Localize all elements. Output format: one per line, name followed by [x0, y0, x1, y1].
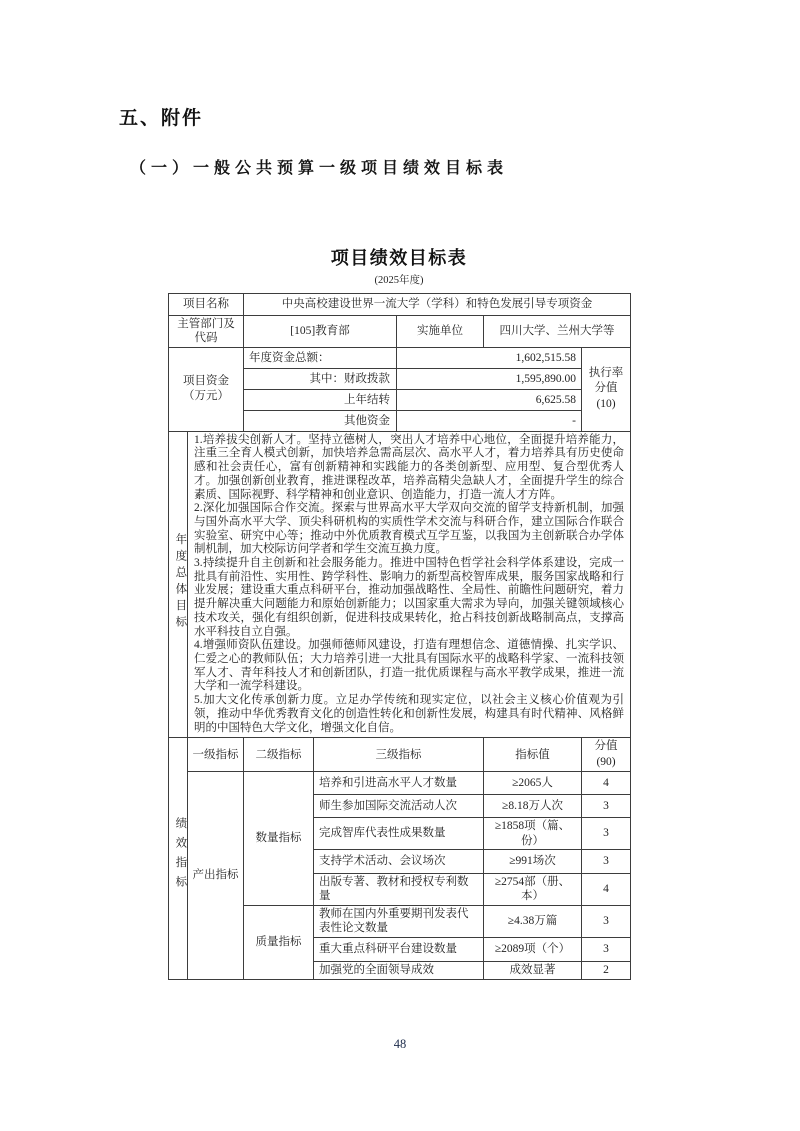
subsection-heading: （一）一般公共预算一级项目绩效目标表: [130, 160, 509, 177]
header-score: [582, 738, 631, 772]
indicator-value: ≥1858项（篇、份）: [484, 818, 582, 850]
section-heading: 五、附件: [119, 108, 204, 129]
impl-unit-label: 实施单位: [397, 316, 484, 348]
annual-goal-text: [188, 431, 631, 737]
indicator-score: 3: [582, 850, 631, 874]
goal-paragraph: 4.增强师资队伍建设。加强师德师风建设，打造有理想信念、道德情操、扎实学识、仁爱之心的教师队伍；大力培养引进一大批具有国际水平的战略科学家、一流科技领军人才、青年科技人才和创新团队，打造一批优质课程与高水平教学成果，推进一流大学和一流学科建设。: [194, 639, 625, 693]
indicator-score: 3: [582, 795, 631, 818]
funding-appropriation-label: 其中：财政拨款: [244, 368, 397, 389]
indicator-name: 加强党的全面领导成效: [314, 961, 484, 979]
indicator-score: 3: [582, 818, 631, 850]
level2-indicator-quality: 质量指标: [244, 905, 314, 979]
indicator-name: 教师在国内外重要期刊发表代表性论文数量: [314, 905, 484, 937]
header-score-line2: (90): [596, 755, 616, 768]
project-name-value: 中央高校建设世界一流大学（学科）和特色发展引导专项资金: [244, 294, 631, 316]
funding-other-value: -: [397, 410, 582, 431]
funding-other-label: 其他资金: [244, 410, 397, 431]
indicator-score: 3: [582, 905, 631, 937]
header-value: 指标值: [484, 738, 582, 772]
funding-label-line2: （万元）: [183, 390, 229, 403]
impl-unit-value: 四川大学、兰州大学等: [484, 316, 631, 348]
indicator-name: 培养和引进高水平人才数量: [314, 772, 484, 795]
indicator-row: [169, 772, 631, 795]
indicator-value: ≥2089项（个）: [484, 937, 582, 961]
exec-rate-line1: 执行率: [588, 366, 624, 379]
funding-label: [169, 347, 244, 431]
row-indicator-header: [169, 738, 631, 772]
performance-table-wrapper: [168, 293, 631, 980]
table-subtitle: (2025年度): [374, 275, 424, 286]
indicator-name: 师生参加国际交流活动人次: [314, 795, 484, 818]
indicators-label-cell: [169, 738, 188, 979]
department-value: [105]教育部: [244, 316, 397, 348]
goal-paragraph: 1.培养拔尖创新人才。坚持立德树人，突出人才培养中心地位，全面提升培养能力，注重三全育人模式创新，加快培养急需高层次、高水平人才，着力培养具有历史使命感和社会责任心，富有创新精神和实践能力的各类创新型、应用型、复合型优秀人才。加强创新创业教育，推进课程改革，培养高精尖急缺人才，全面提升学生的综合素质、国际视野、科学精神和创业意识、创造能力，打造一流人才方阵。: [194, 433, 625, 501]
department-label: 主管部门及代码: [169, 316, 244, 348]
row-department: [169, 316, 631, 348]
goal-paragraph: 3.持续提升自主创新和社会服务能力。推进中国特色哲学社会科学体系建设，完成一批具有前沿性、实用性、跨学科性、影响力的新型高校智库成果，服务国家战略和行业发展；建设重大重点科研平台，推动加强战略性、全局性、前瞻性问题研究，着力提升解决重大问题能力和原始创新能力；以国家重大需求为导向，加强关键领域核心技术攻关，强化有组织创新，促进科技成果转化，抢占科技创新战略制高点，支撑高水平科技自立自强。: [194, 557, 625, 638]
indicator-value: ≥2065人: [484, 772, 582, 795]
indicator-value: ≥2754部（册、本）: [484, 874, 582, 906]
table-title: 项目绩效目标表: [330, 248, 468, 268]
execution-rate-score: [582, 347, 631, 431]
annual-goal-label: 年度总体目标: [174, 532, 187, 632]
exec-rate-line3: (10): [596, 398, 616, 410]
funding-carryover-label: 上年结转: [244, 389, 397, 410]
indicator-name: 完成智库代表性成果数量: [314, 818, 484, 850]
level1-indicator: 产出指标: [188, 772, 244, 979]
indicator-value: ≥991场次: [484, 850, 582, 874]
annual-goal-label-cell: [169, 431, 188, 737]
indicator-name: 支持学术活动、会议场次: [314, 850, 484, 874]
funding-carryover-value: 6,625.58: [397, 389, 582, 410]
indicator-name: 重大重点科研平台建设数量: [314, 937, 484, 961]
indicator-score: 3: [582, 937, 631, 961]
indicator-score: 4: [582, 874, 631, 906]
indicator-score: 2: [582, 961, 631, 979]
project-name-label: 项目名称: [169, 294, 244, 316]
row-annual-goals: [169, 431, 631, 737]
indicators-label: 绩效指标: [174, 817, 187, 896]
header-level1: 一级指标: [188, 738, 244, 772]
funding-label-line1: 项目资金: [183, 374, 229, 387]
exec-rate-line2: 分值: [594, 382, 618, 395]
indicator-score: 4: [582, 772, 631, 795]
footer-page-number: 48: [393, 1037, 407, 1051]
indicator-value: 成效显著: [484, 961, 582, 979]
row-project-name: [169, 294, 631, 316]
header-score-line1: 分值: [594, 740, 618, 753]
goal-paragraph: 5.加大文化传承创新力度。立足办学传统和现实定位，以社会主义核心价值观为引领，推动中华优秀教育文化的创造性转化和创新性发展，构建具有时代精神、风格鲜明的中国特色大学文化，增强文化自信。: [194, 694, 625, 734]
funding-total-value: 1,602,515.58: [397, 347, 582, 368]
indicator-value: ≥8.18万人次: [484, 795, 582, 818]
header-level3: 三级指标: [314, 738, 484, 772]
performance-table: [168, 293, 631, 980]
goal-paragraph: 2.深化加强国际合作交流。探索与世界高水平大学双向交流的留学支持新机制，加强与国外高水平大学、顶尖科研机构的实质性学术交流与科研合作，建立国际合作联合实验室、研究中心等；推动中外优质教育模式互学互鉴，以我国为主创新联合办学体制机制，加大校际访问学者和学生交流互换力度。: [194, 502, 625, 556]
indicator-name: 出版专著、教材和授权专利数量: [314, 874, 484, 906]
level2-indicator-quantity: 数量指标: [244, 772, 314, 906]
row-funding-total: [169, 347, 631, 368]
funding-total-label: 年度资金总额：: [244, 347, 397, 368]
header-level2: 二级指标: [244, 738, 314, 772]
indicator-value: ≥4.38万篇: [484, 905, 582, 937]
funding-appropriation-value: 1,595,890.00: [397, 368, 582, 389]
